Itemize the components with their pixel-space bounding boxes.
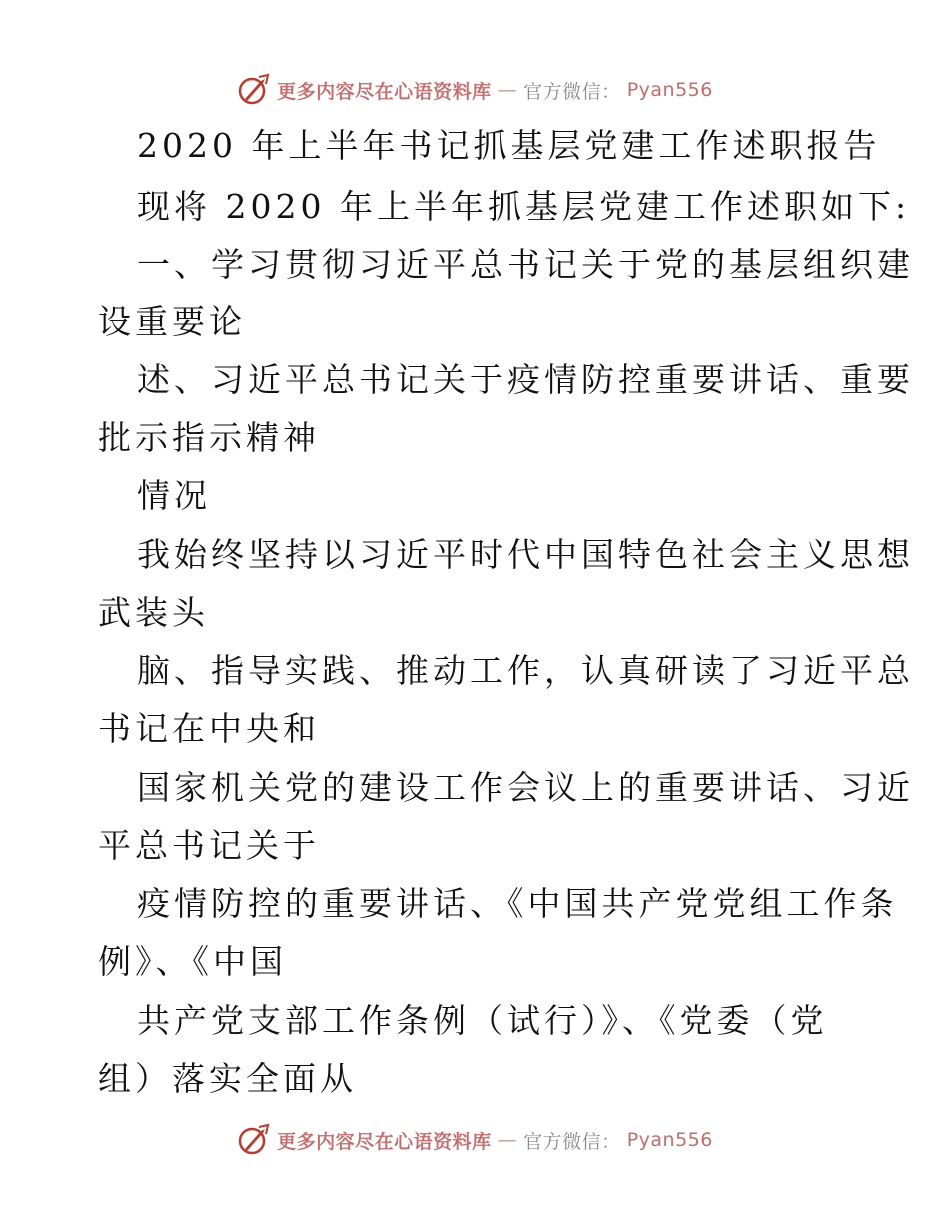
- body-line: 例》、《中国: [98, 942, 287, 981]
- watermark-wechat-id: Pyan556: [626, 1129, 713, 1151]
- body-line: 疫情防控的重要讲话、《中国共产党党组工作条: [137, 884, 898, 923]
- body-line: 书记在中央和: [98, 709, 320, 748]
- quill-logo-icon: [237, 1123, 271, 1157]
- body-line: 平总书记关于: [98, 826, 320, 865]
- body-line: 设重要论: [98, 302, 246, 341]
- watermark-dash: —: [497, 1129, 518, 1151]
- body-line: 共产党支部工作条例（试行）》、《党委（党: [137, 1001, 828, 1040]
- body-line: 现将 2020 年上半年抓基层党建工作述职如下:: [137, 187, 911, 226]
- watermark-official-label: 官方微信：: [523, 80, 621, 103]
- body-line: 批示指示精神: [98, 418, 320, 457]
- body-line: 武装头: [98, 593, 209, 632]
- body-line: 述、习近平总书记关于疫情防控重要讲话、重要: [137, 360, 914, 399]
- body-line: 情况: [137, 476, 211, 515]
- document-title: 2020 年上半年书记抓基层党建工作述职报告: [137, 126, 881, 165]
- watermark-main-text: 更多内容尽在心语资料库: [277, 1130, 492, 1153]
- watermark-official-label: 官方微信：: [523, 1130, 621, 1153]
- watermark-dash: —: [497, 79, 518, 101]
- body-line: 组）落实全面从: [98, 1059, 357, 1098]
- body-line: 国家机关党的建设工作会议上的重要讲话、习近: [137, 768, 914, 807]
- body-line: 脑、指导实践、推动工作，认真研读了习近平总: [137, 651, 914, 690]
- watermark-wechat-id: Pyan556: [626, 79, 713, 101]
- body-line: 我始终坚持以习近平时代中国特色社会主义思想: [137, 535, 914, 574]
- watermark-main-text: 更多内容尽在心语资料库: [277, 80, 492, 103]
- body-line: 一、学习贯彻习近平总书记关于党的基层组织建: [137, 245, 914, 284]
- footer-watermark: [0, 1120, 950, 1160]
